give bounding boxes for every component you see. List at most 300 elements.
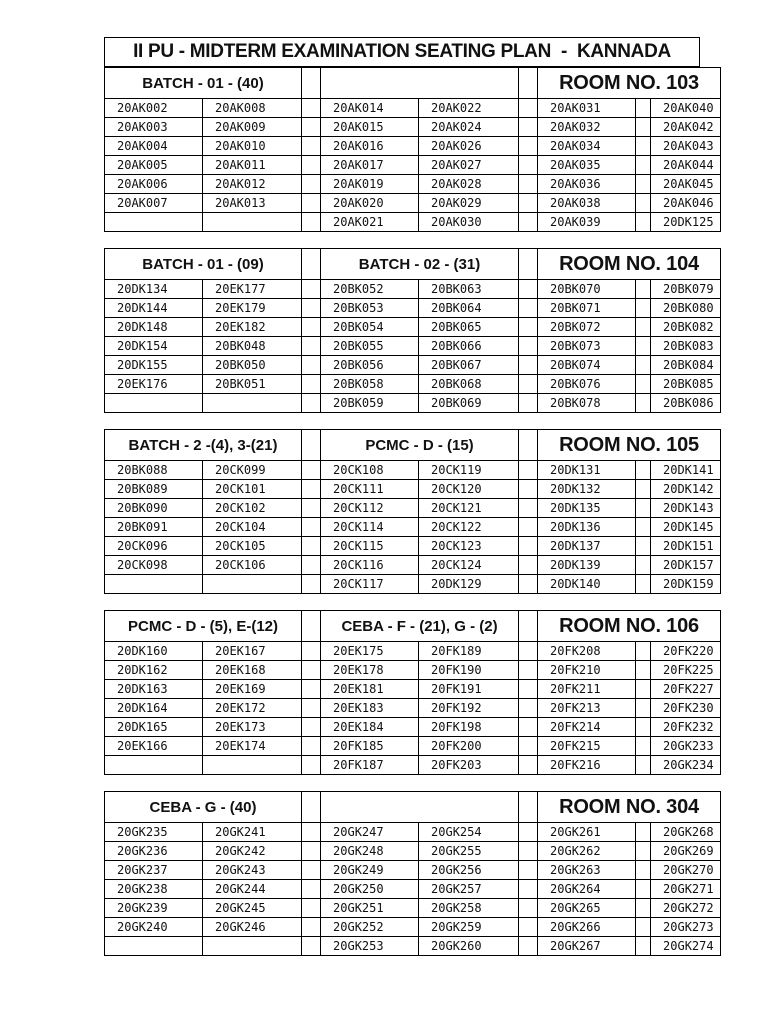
column-gap <box>302 213 321 232</box>
seat-number-cell: 20AK027 <box>419 156 519 175</box>
column-gap <box>519 661 538 680</box>
seat-number-cell: 20FK225 <box>651 661 721 680</box>
column-gap <box>636 480 651 499</box>
seat-number-cell: 20GK247 <box>321 823 419 842</box>
column-gap <box>519 213 538 232</box>
column-gap <box>302 249 321 280</box>
seat-number-cell: 20BK083 <box>651 337 721 356</box>
seat-number-cell: 20GK235 <box>105 823 203 842</box>
column-gap <box>519 356 538 375</box>
table-header-row <box>105 792 721 823</box>
seat-number-cell: 20GK252 <box>321 918 419 937</box>
seat-number-cell: 20AK022 <box>419 99 519 118</box>
room-block-304 <box>104 791 714 956</box>
seat-number-cell: 20CK114 <box>321 518 419 537</box>
seat-number-cell <box>105 394 203 413</box>
seat-number-cell: 20BK079 <box>651 280 721 299</box>
column-gap <box>519 249 538 280</box>
seat-number-cell: 20AK028 <box>419 175 519 194</box>
room-block-105 <box>104 429 714 594</box>
seat-number-cell: 20DK125 <box>651 213 721 232</box>
column-gap <box>302 575 321 594</box>
seat-number-cell: 20GK238 <box>105 880 203 899</box>
seat-number-cell: 20BK091 <box>105 518 203 537</box>
column-gap <box>519 918 538 937</box>
column-gap <box>636 213 651 232</box>
column-gap <box>519 280 538 299</box>
seat-number-cell: 20GK266 <box>538 918 636 937</box>
seat-number-cell: 20CK120 <box>419 480 519 499</box>
column-gap <box>636 461 651 480</box>
column-gap <box>302 642 321 661</box>
column-gap <box>636 699 651 718</box>
seat-number-cell: 20AK008 <box>203 99 302 118</box>
seat-number-cell: 20BK080 <box>651 299 721 318</box>
column-gap <box>636 737 651 756</box>
seat-number-cell: 20BK090 <box>105 499 203 518</box>
seat-number-cell: 20CK111 <box>321 480 419 499</box>
seat-number-cell: 20AK031 <box>538 99 636 118</box>
table-row <box>105 699 721 718</box>
seat-number-cell: 20AK034 <box>538 137 636 156</box>
batch-header-1: CEBA - G - (40) <box>105 792 302 823</box>
column-gap <box>636 556 651 575</box>
seat-number-cell: 20FK214 <box>538 718 636 737</box>
seat-number-cell: 20GK249 <box>321 861 419 880</box>
seat-number-cell: 20CK105 <box>203 537 302 556</box>
seat-number-cell <box>203 937 302 956</box>
seat-number-cell: 20GK269 <box>651 842 721 861</box>
seat-number-cell: 20GK267 <box>538 937 636 956</box>
column-gap <box>636 118 651 137</box>
table-row <box>105 499 721 518</box>
seat-number-cell: 20EK167 <box>203 642 302 661</box>
table-row <box>105 480 721 499</box>
seat-number-cell: 20CK121 <box>419 499 519 518</box>
column-gap <box>519 99 538 118</box>
seat-number-cell: 20CK116 <box>321 556 419 575</box>
seat-number-cell: 20BK074 <box>538 356 636 375</box>
room-block-104 <box>104 248 714 413</box>
seat-number-cell: 20CK122 <box>419 518 519 537</box>
seat-number-cell: 20GK263 <box>538 861 636 880</box>
seat-number-cell: 20BK067 <box>419 356 519 375</box>
column-gap <box>302 611 321 642</box>
seat-number-cell: 20DK136 <box>538 518 636 537</box>
table-row <box>105 718 721 737</box>
seat-number-cell: 20FK220 <box>651 642 721 661</box>
column-gap <box>636 175 651 194</box>
seat-number-cell: 20DK145 <box>651 518 721 537</box>
seat-number-cell: 20BK048 <box>203 337 302 356</box>
column-gap <box>636 718 651 737</box>
seat-number-cell: 20FK187 <box>321 756 419 775</box>
column-gap <box>636 337 651 356</box>
table-row <box>105 842 721 861</box>
table-row <box>105 937 721 956</box>
column-gap <box>636 861 651 880</box>
column-gap <box>302 737 321 756</box>
table-row <box>105 118 721 137</box>
column-gap <box>302 280 321 299</box>
seat-number-cell: 20DK154 <box>105 337 203 356</box>
column-gap <box>519 642 538 661</box>
seat-number-cell: 20GK265 <box>538 899 636 918</box>
column-gap <box>519 611 538 642</box>
seat-number-cell: 20DK155 <box>105 356 203 375</box>
seat-number-cell: 20FK192 <box>419 699 519 718</box>
table-row <box>105 375 721 394</box>
seat-number-cell: 20AK006 <box>105 175 203 194</box>
seat-number-cell: 20EK176 <box>105 375 203 394</box>
table-row <box>105 756 721 775</box>
seat-number-cell: 20GK273 <box>651 918 721 937</box>
table-row <box>105 99 721 118</box>
column-gap <box>519 299 538 318</box>
seat-number-cell: 20FK189 <box>419 642 519 661</box>
column-gap <box>302 823 321 842</box>
seat-number-cell: 20GK240 <box>105 918 203 937</box>
column-gap <box>519 430 538 461</box>
seat-number-cell: 20AK043 <box>651 137 721 156</box>
column-gap <box>636 356 651 375</box>
column-gap <box>636 137 651 156</box>
table-header-row <box>105 249 721 280</box>
seating-table <box>104 610 721 775</box>
room-number: ROOM NO. 104 <box>538 249 721 280</box>
batch-header-1: PCMC - D - (5), E-(12) <box>105 611 302 642</box>
seat-number-cell: 20AK040 <box>651 99 721 118</box>
column-gap <box>519 880 538 899</box>
column-gap <box>519 899 538 918</box>
column-gap <box>302 537 321 556</box>
table-row <box>105 356 721 375</box>
column-gap <box>519 118 538 137</box>
seat-number-cell: 20EK172 <box>203 699 302 718</box>
column-gap <box>302 118 321 137</box>
room-number: ROOM NO. 105 <box>538 430 721 461</box>
seat-number-cell: 20DK157 <box>651 556 721 575</box>
seat-number-cell: 20AK005 <box>105 156 203 175</box>
seat-number-cell: 20EK178 <box>321 661 419 680</box>
seat-number-cell: 20GK246 <box>203 918 302 937</box>
seat-number-cell: 20CK099 <box>203 461 302 480</box>
column-gap <box>519 461 538 480</box>
seat-number-cell: 20AK014 <box>321 99 419 118</box>
seat-number-cell: 20AK024 <box>419 118 519 137</box>
column-gap <box>636 918 651 937</box>
seat-number-cell <box>203 575 302 594</box>
seat-number-cell: 20AK016 <box>321 137 419 156</box>
column-gap <box>636 280 651 299</box>
seat-number-cell: 20DK164 <box>105 699 203 718</box>
seat-number-cell: 20DK141 <box>651 461 721 480</box>
table-row <box>105 823 721 842</box>
seat-number-cell: 20AK017 <box>321 156 419 175</box>
seat-number-cell: 20BK066 <box>419 337 519 356</box>
column-gap <box>519 337 538 356</box>
column-gap <box>519 792 538 823</box>
seating-table <box>104 248 721 413</box>
seat-number-cell: 20GK239 <box>105 899 203 918</box>
seat-number-cell: 20FK232 <box>651 718 721 737</box>
table-row <box>105 213 721 232</box>
seat-number-cell: 20GK242 <box>203 842 302 861</box>
seat-number-cell: 20GK258 <box>419 899 519 918</box>
column-gap <box>302 680 321 699</box>
table-row <box>105 918 721 937</box>
table-row <box>105 880 721 899</box>
column-gap <box>519 680 538 699</box>
seat-number-cell: 20BK070 <box>538 280 636 299</box>
seat-number-cell: 20GK237 <box>105 861 203 880</box>
column-gap <box>302 318 321 337</box>
seat-number-cell: 20CK123 <box>419 537 519 556</box>
column-gap <box>519 499 538 518</box>
column-gap <box>519 756 538 775</box>
seat-number-cell: 20CK117 <box>321 575 419 594</box>
seat-number-cell: 20DK148 <box>105 318 203 337</box>
column-gap <box>302 337 321 356</box>
seat-number-cell: 20GK244 <box>203 880 302 899</box>
column-gap <box>302 175 321 194</box>
seat-number-cell: 20EK182 <box>203 318 302 337</box>
seat-number-cell: 20BK072 <box>538 318 636 337</box>
seat-number-cell: 20BK058 <box>321 375 419 394</box>
table-row <box>105 680 721 699</box>
seat-number-cell: 20EK183 <box>321 699 419 718</box>
column-gap <box>519 518 538 537</box>
seat-number-cell: 20CK102 <box>203 499 302 518</box>
seat-number-cell: 20BK073 <box>538 337 636 356</box>
seat-number-cell: 20BK069 <box>419 394 519 413</box>
seat-number-cell: 20GK274 <box>651 937 721 956</box>
seat-number-cell: 20AK013 <box>203 194 302 213</box>
seat-number-cell: 20GK234 <box>651 756 721 775</box>
seat-number-cell: 20BK050 <box>203 356 302 375</box>
seat-number-cell: 20GK268 <box>651 823 721 842</box>
seat-number-cell: 20DK137 <box>538 537 636 556</box>
seat-number-cell: 20GK260 <box>419 937 519 956</box>
seat-number-cell: 20AK007 <box>105 194 203 213</box>
table-header-row <box>105 68 721 99</box>
column-gap <box>636 194 651 213</box>
seat-number-cell: 20GK259 <box>419 918 519 937</box>
column-gap <box>636 537 651 556</box>
seat-number-cell: 20BK051 <box>203 375 302 394</box>
seating-table <box>104 791 721 956</box>
room-number: ROOM NO. 304 <box>538 792 721 823</box>
column-gap <box>519 68 538 99</box>
seat-number-cell: 20DK135 <box>538 499 636 518</box>
table-row <box>105 575 721 594</box>
seat-number-cell: 20DK151 <box>651 537 721 556</box>
seat-number-cell: 20DK163 <box>105 680 203 699</box>
seat-number-cell: 20FK210 <box>538 661 636 680</box>
column-gap <box>636 318 651 337</box>
seat-number-cell: 20GK236 <box>105 842 203 861</box>
seat-number-cell: 20FK208 <box>538 642 636 661</box>
seat-number-cell <box>203 756 302 775</box>
seat-number-cell: 20DK160 <box>105 642 203 661</box>
table-row <box>105 518 721 537</box>
seat-number-cell: 20BK089 <box>105 480 203 499</box>
column-gap <box>519 575 538 594</box>
table-row <box>105 461 721 480</box>
seat-number-cell: 20FK211 <box>538 680 636 699</box>
column-gap <box>636 880 651 899</box>
batch-header-2 <box>321 792 519 823</box>
table-row <box>105 299 721 318</box>
column-gap <box>302 68 321 99</box>
seat-number-cell: 20EK166 <box>105 737 203 756</box>
column-gap <box>302 194 321 213</box>
batch-header-1: BATCH - 2 -(4), 3-(21) <box>105 430 302 461</box>
seat-number-cell: 20CK096 <box>105 537 203 556</box>
column-gap <box>636 642 651 661</box>
seat-number-cell: 20BK065 <box>419 318 519 337</box>
seat-number-cell: 20AK046 <box>651 194 721 213</box>
column-gap <box>302 480 321 499</box>
column-gap <box>519 861 538 880</box>
seat-number-cell: 20BK063 <box>419 280 519 299</box>
seat-number-cell: 20EK173 <box>203 718 302 737</box>
room-number: ROOM NO. 106 <box>538 611 721 642</box>
seat-number-cell: 20DK143 <box>651 499 721 518</box>
seat-number-cell: 20EK174 <box>203 737 302 756</box>
table-row <box>105 280 721 299</box>
seat-number-cell: 20AK021 <box>321 213 419 232</box>
seat-number-cell: 20CK119 <box>419 461 519 480</box>
column-gap <box>302 842 321 861</box>
seat-number-cell: 20BK059 <box>321 394 419 413</box>
column-gap <box>519 480 538 499</box>
table-header-row <box>105 611 721 642</box>
seat-number-cell: 20DK144 <box>105 299 203 318</box>
seating-table <box>104 67 721 232</box>
seat-number-cell: 20GK272 <box>651 899 721 918</box>
seat-number-cell: 20GK251 <box>321 899 419 918</box>
table-row <box>105 642 721 661</box>
column-gap <box>302 899 321 918</box>
column-gap <box>636 99 651 118</box>
seat-number-cell: 20BK064 <box>419 299 519 318</box>
room-block-106 <box>104 610 714 775</box>
batch-header-2: PCMC - D - (15) <box>321 430 519 461</box>
seat-number-cell: 20AK035 <box>538 156 636 175</box>
column-gap <box>302 137 321 156</box>
column-gap <box>302 518 321 537</box>
table-row <box>105 337 721 356</box>
seat-number-cell: 20BK088 <box>105 461 203 480</box>
seat-number-cell: 20GK256 <box>419 861 519 880</box>
seat-number-cell: 20GK262 <box>538 842 636 861</box>
column-gap <box>302 461 321 480</box>
seat-number-cell: 20DK139 <box>538 556 636 575</box>
seat-number-cell: 20BK054 <box>321 318 419 337</box>
seat-number-cell: 20GK243 <box>203 861 302 880</box>
room-number: ROOM NO. 103 <box>538 68 721 99</box>
column-gap <box>302 356 321 375</box>
seat-number-cell: 20CK101 <box>203 480 302 499</box>
column-gap <box>519 318 538 337</box>
seat-number-cell: 20GK257 <box>419 880 519 899</box>
seat-number-cell: 20GK264 <box>538 880 636 899</box>
seat-number-cell: 20CK104 <box>203 518 302 537</box>
seat-number-cell: 20AK004 <box>105 137 203 156</box>
seat-number-cell: 20EK169 <box>203 680 302 699</box>
batch-header-1: BATCH - 01 - (40) <box>105 68 302 99</box>
column-gap <box>302 556 321 575</box>
column-gap <box>636 375 651 394</box>
page-title: II PU - MIDTERM EXAMINATION SEATING PLAN - KANNADA <box>104 37 700 67</box>
column-gap <box>302 430 321 461</box>
column-gap <box>519 175 538 194</box>
seat-number-cell: 20CK098 <box>105 556 203 575</box>
seat-number-cell: 20FK200 <box>419 737 519 756</box>
seat-number-cell: 20BK084 <box>651 356 721 375</box>
column-gap <box>636 937 651 956</box>
column-gap <box>636 661 651 680</box>
seat-number-cell: 20GK271 <box>651 880 721 899</box>
seat-number-cell: 20BK053 <box>321 299 419 318</box>
seat-number-cell: 20CK108 <box>321 461 419 480</box>
table-row <box>105 137 721 156</box>
table-row <box>105 156 721 175</box>
seat-number-cell: 20AK012 <box>203 175 302 194</box>
seat-number-cell: 20DK132 <box>538 480 636 499</box>
batch-header-2: CEBA - F - (21), G - (2) <box>321 611 519 642</box>
column-gap <box>636 842 651 861</box>
seat-number-cell: 20AK036 <box>538 175 636 194</box>
column-gap <box>519 842 538 861</box>
seat-number-cell: 20FK198 <box>419 718 519 737</box>
column-gap <box>636 680 651 699</box>
seat-number-cell: 20AK030 <box>419 213 519 232</box>
column-gap <box>636 575 651 594</box>
column-gap <box>636 394 651 413</box>
seat-number-cell: 20BK056 <box>321 356 419 375</box>
column-gap <box>519 556 538 575</box>
column-gap <box>519 699 538 718</box>
column-gap <box>302 918 321 937</box>
table-row <box>105 661 721 680</box>
seat-number-cell: 20GK248 <box>321 842 419 861</box>
seat-number-cell: 20AK032 <box>538 118 636 137</box>
seat-number-cell: 20EK181 <box>321 680 419 699</box>
seat-number-cell: 20BK052 <box>321 280 419 299</box>
batch-header-1: BATCH - 01 - (09) <box>105 249 302 280</box>
batch-header-2 <box>321 68 519 99</box>
table-row <box>105 737 721 756</box>
column-gap <box>636 823 651 842</box>
seat-number-cell: 20GK255 <box>419 842 519 861</box>
column-gap <box>302 299 321 318</box>
seat-number-cell: 20FK216 <box>538 756 636 775</box>
seat-number-cell: 20FK185 <box>321 737 419 756</box>
seat-number-cell <box>203 394 302 413</box>
batch-header-2: BATCH - 02 - (31) <box>321 249 519 280</box>
seat-number-cell: 20BK068 <box>419 375 519 394</box>
column-gap <box>519 937 538 956</box>
seat-number-cell: 20BK086 <box>651 394 721 413</box>
seat-number-cell: 20AK003 <box>105 118 203 137</box>
seat-number-cell: 20AK010 <box>203 137 302 156</box>
seat-number-cell <box>105 756 203 775</box>
seat-number-cell: 20AK045 <box>651 175 721 194</box>
seat-number-cell: 20CK124 <box>419 556 519 575</box>
seat-number-cell: 20GK233 <box>651 737 721 756</box>
